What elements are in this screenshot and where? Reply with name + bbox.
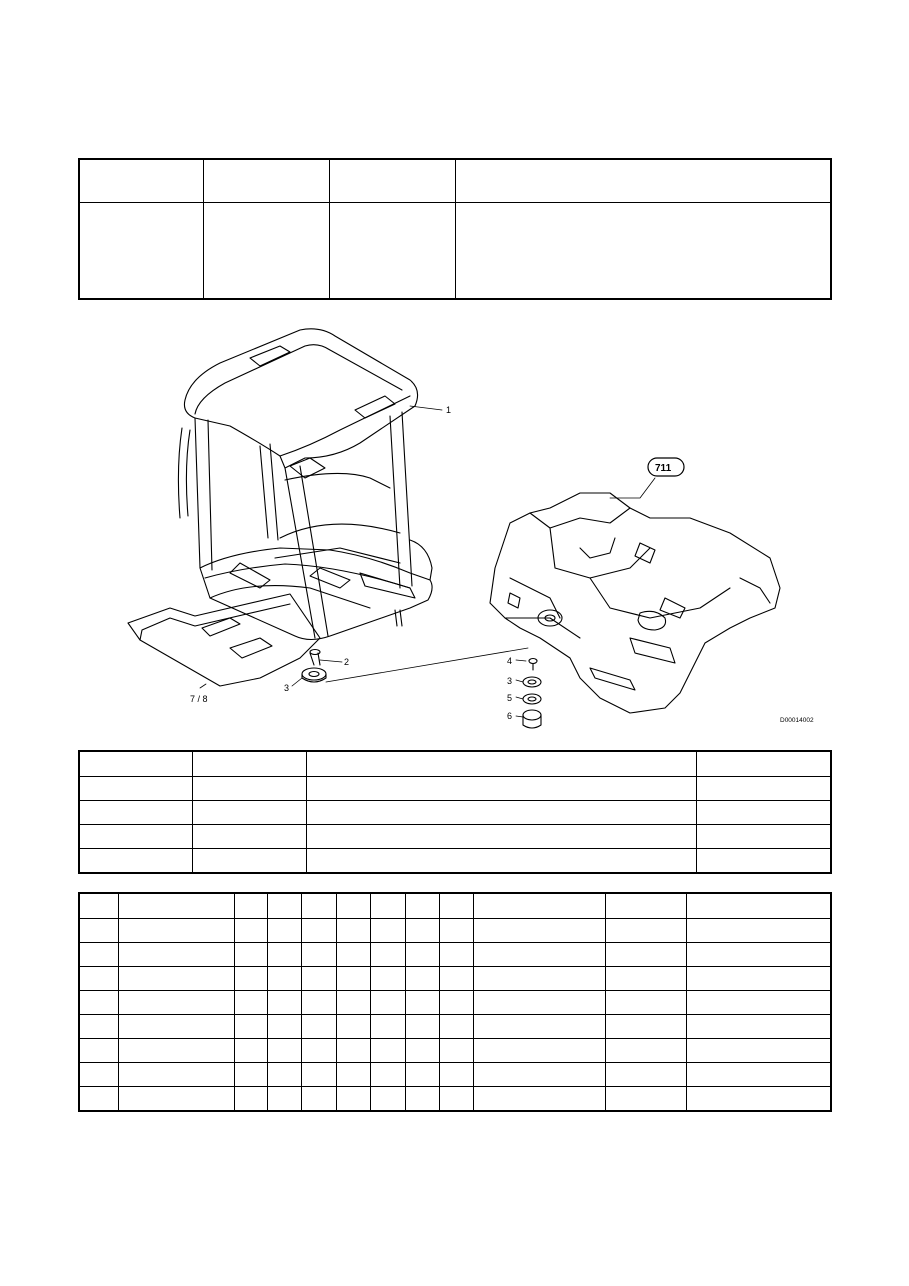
parts-col-divider bbox=[370, 894, 371, 1110]
parts-list-table bbox=[78, 892, 832, 1112]
parts-row-divider bbox=[80, 1014, 830, 1015]
parts-row-divider bbox=[80, 1038, 830, 1039]
parts-col-divider bbox=[267, 894, 268, 1110]
header-col-divider bbox=[203, 160, 204, 298]
parts-row-divider bbox=[80, 990, 830, 991]
callout-711: 711 bbox=[655, 463, 672, 474]
cab-illustration bbox=[128, 329, 432, 686]
parts-col-divider bbox=[234, 894, 235, 1110]
middle-col-divider bbox=[696, 752, 697, 872]
callout-3-right: 3 bbox=[507, 676, 513, 686]
parts-col-divider bbox=[405, 894, 406, 1110]
parts-row-divider bbox=[80, 1086, 830, 1087]
parts-col-divider bbox=[473, 894, 474, 1110]
middle-col-divider bbox=[192, 752, 193, 872]
callout-6: 6 bbox=[507, 711, 513, 721]
callout-7-8: 7 / 8 bbox=[190, 694, 208, 704]
callout-1: 1 bbox=[446, 405, 452, 415]
middle-table bbox=[78, 750, 832, 874]
parts-col-divider bbox=[686, 894, 687, 1110]
callout-3-left: 3 bbox=[284, 683, 290, 693]
parts-col-divider bbox=[301, 894, 302, 1110]
callout-5: 5 bbox=[507, 693, 513, 703]
parts-col-divider bbox=[118, 894, 119, 1110]
parts-col-divider bbox=[336, 894, 337, 1110]
parts-row-divider bbox=[80, 1062, 830, 1063]
callout-2: 2 bbox=[344, 657, 350, 667]
parts-row-divider bbox=[80, 918, 830, 919]
parts-row-divider bbox=[80, 966, 830, 967]
drawing-code: D00014002 bbox=[780, 717, 814, 724]
parts-row-divider bbox=[80, 942, 830, 943]
parts-col-divider bbox=[439, 894, 440, 1110]
header-table bbox=[78, 158, 832, 300]
header-col-divider bbox=[455, 160, 456, 298]
exploded-parts-drawing bbox=[110, 318, 840, 738]
callout-4: 4 bbox=[507, 656, 513, 666]
parts-col-divider bbox=[605, 894, 606, 1110]
frame-illustration bbox=[490, 493, 780, 728]
middle-col-divider bbox=[306, 752, 307, 872]
header-col-divider bbox=[329, 160, 330, 298]
